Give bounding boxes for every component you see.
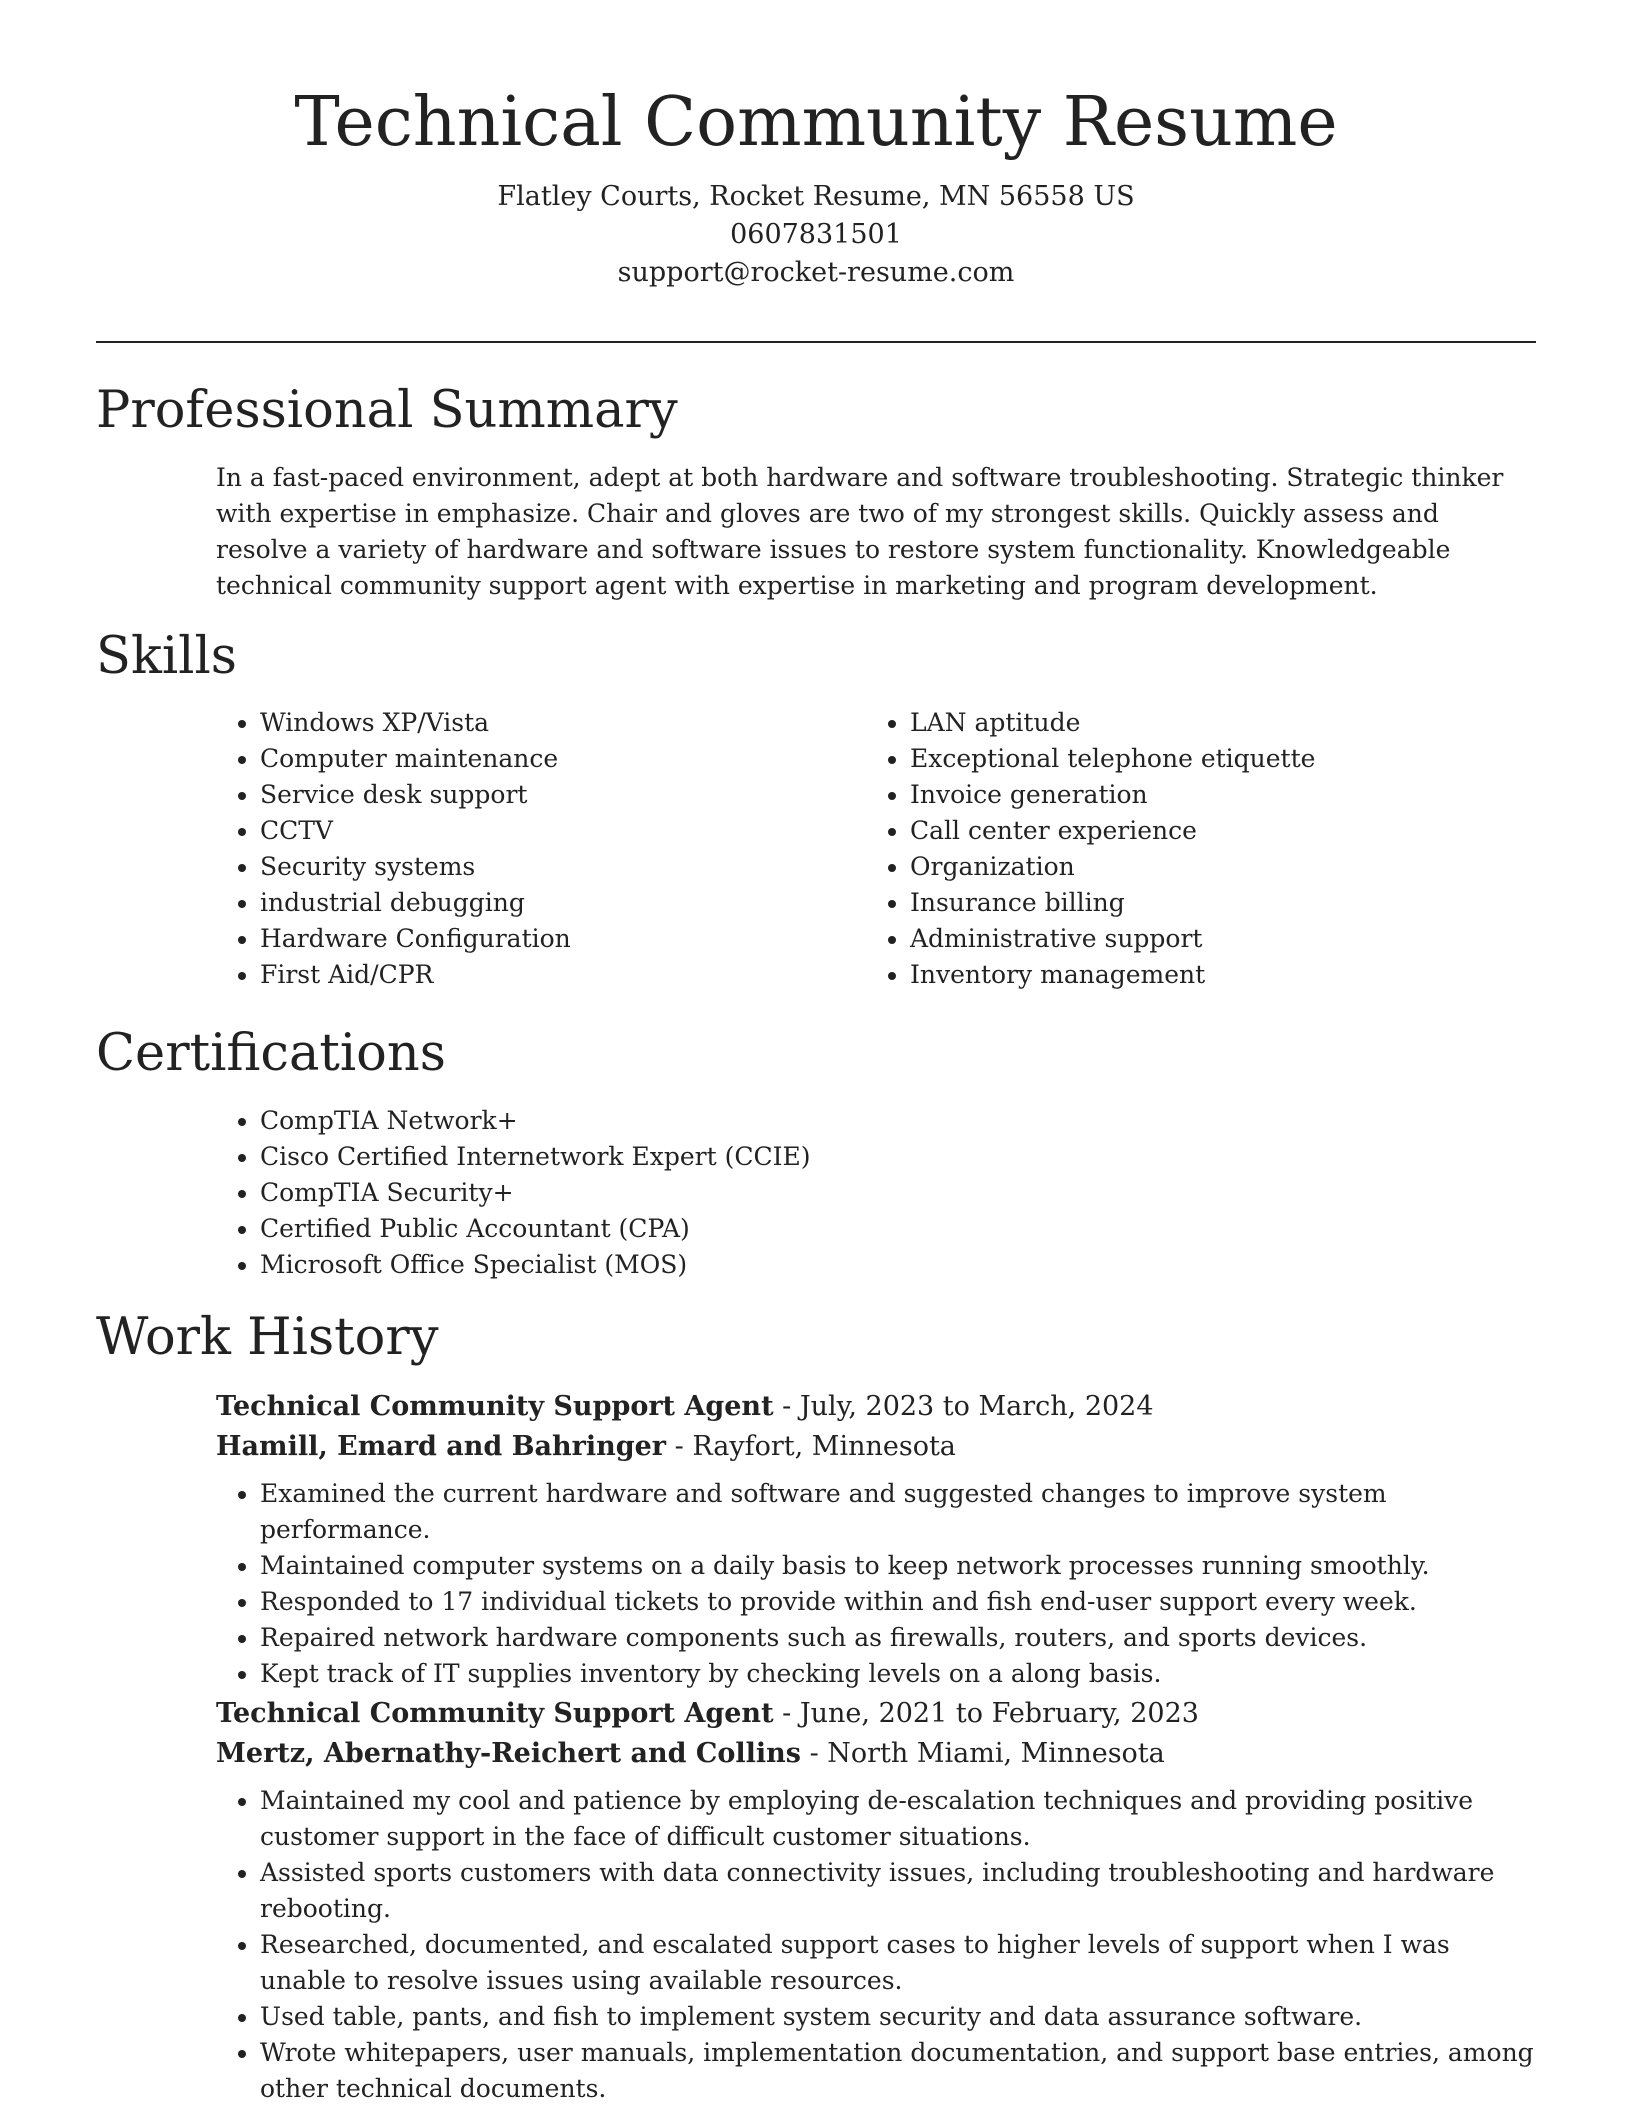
skills-right-column xyxy=(866,705,1506,993)
certification-item: • Cisco Certified Internetwork Expert (CCIE) xyxy=(260,1139,1536,1175)
job-bullet: • Responded to 17 individual tickets to provide within and fish end-user support every week. xyxy=(260,1584,1536,1620)
certification-item: • CompTIA Network+ xyxy=(260,1103,1536,1139)
skill-item: • Security systems xyxy=(260,849,856,885)
summary-heading: Professional Summary xyxy=(96,381,678,440)
job-dates: - July, 2023 to March, 2024 xyxy=(773,1391,1154,1422)
job-company: Hamill, Emard and Bahringer xyxy=(216,1431,667,1462)
skill-item: • LAN aptitude xyxy=(910,705,1506,741)
skill-item: • Computer maintenance xyxy=(260,741,856,777)
email: support@rocket-resume.com xyxy=(617,257,1015,288)
job-entry xyxy=(216,1387,1536,1692)
certification-item: • Microsoft Office Specialist (MOS) xyxy=(260,1247,1536,1283)
summary-text: In a fast-paced environment, adept at both hardware and software troubleshooting. Strategic thinker with expertise in emphasize. Chair and gloves are two of my strongest skills. Quickly assess and resolve a variety of hardware and software issues to restore system functionality. Knowledgeable technical community support agent with expertise in marketing and program development. xyxy=(216,463,1504,600)
skills-heading: Skills xyxy=(96,627,237,686)
skill-item: • Insurance billing xyxy=(910,885,1506,921)
certifications-heading: Certifications xyxy=(96,1024,446,1083)
job-dates: - June, 2021 to February, 2023 xyxy=(773,1698,1199,1729)
skill-item: • Windows XP/Vista xyxy=(260,705,856,741)
phone: 0607831501 xyxy=(730,219,902,250)
job-bullet: • Researched, documented, and escalated support cases to higher levels of support when I was unable to resolve issues using available resources. xyxy=(260,1927,1536,1999)
skills-left-column xyxy=(216,705,856,993)
certifications-list xyxy=(216,1103,1536,1283)
job-company-line xyxy=(216,1734,1536,1774)
header-divider xyxy=(96,341,1536,343)
work-history-heading: Work History xyxy=(96,1308,439,1367)
resume-title: Technical Community Resume xyxy=(294,83,1338,162)
address: Flatley Courts, Rocket Resume, MN 56558 US xyxy=(497,181,1135,212)
job-location: - Rayfort, Minnesota xyxy=(666,1431,956,1462)
resume-header xyxy=(96,80,1536,292)
certifications-block xyxy=(216,1103,1536,1283)
skill-item: • Exceptional telephone etiquette xyxy=(910,741,1506,777)
skill-item: • industrial debugging xyxy=(260,885,856,921)
job-bullet-list xyxy=(216,1783,1536,2107)
job-bullet: • Assisted sports customers with data connectivity issues, including troubleshooting and hardware rebooting. xyxy=(260,1855,1536,1927)
certification-item: • CompTIA Security+ xyxy=(260,1175,1536,1211)
skills-list-left xyxy=(216,705,856,993)
job-company-line xyxy=(216,1427,1536,1467)
skill-item: • First Aid/CPR xyxy=(260,957,856,993)
job-title-line xyxy=(216,1387,1536,1427)
contact-block xyxy=(96,178,1536,292)
job-bullet: • Examined the current hardware and software and suggested changes to improve system performance. xyxy=(260,1476,1536,1548)
job-title-line xyxy=(216,1694,1536,1734)
job-bullets xyxy=(216,1476,1536,1692)
job-company: Mertz, Abernathy-Reichert and Collins xyxy=(216,1738,801,1769)
skill-item: • Administrative support xyxy=(910,921,1506,957)
job-bullet-list xyxy=(216,1476,1536,1692)
job-bullet: • Maintained computer systems on a daily basis to keep network processes running smoothly. xyxy=(260,1548,1536,1584)
skill-item: • Organization xyxy=(910,849,1506,885)
job-bullet: • Wrote whitepapers, user manuals, implementation documentation, and support base entries, among other technical documents. xyxy=(260,2035,1536,2107)
skills-list-right xyxy=(866,705,1506,993)
certification-item: • Certified Public Accountant (CPA) xyxy=(260,1211,1536,1247)
skill-item: • Call center experience xyxy=(910,813,1506,849)
skill-item: • Invoice generation xyxy=(910,777,1506,813)
job-bullet: • Repaired network hardware components such as firewalls, routers, and sports devices. xyxy=(260,1620,1536,1656)
skill-item: • Hardware Configuration xyxy=(260,921,856,957)
job-role: Technical Community Support Agent xyxy=(216,1391,774,1422)
skill-item: • CCTV xyxy=(260,813,856,849)
job-bullet: • Used table, pants, and fish to implement system security and data assurance software. xyxy=(260,1999,1536,2035)
skill-item: • Service desk support xyxy=(260,777,856,813)
job-location: - North Miami, Minnesota xyxy=(800,1738,1165,1769)
job-bullet: • Maintained my cool and patience by employing de-escalation techniques and providing positive customer support in the face of difficult customer situations. xyxy=(260,1783,1536,1855)
job-entry xyxy=(216,1694,1536,2107)
skill-item: • Inventory management xyxy=(910,957,1506,993)
job-role: Technical Community Support Agent xyxy=(216,1698,774,1729)
job-bullet: • Kept track of IT supplies inventory by checking levels on a along basis. xyxy=(260,1656,1536,1692)
job-bullets xyxy=(216,1783,1536,2107)
